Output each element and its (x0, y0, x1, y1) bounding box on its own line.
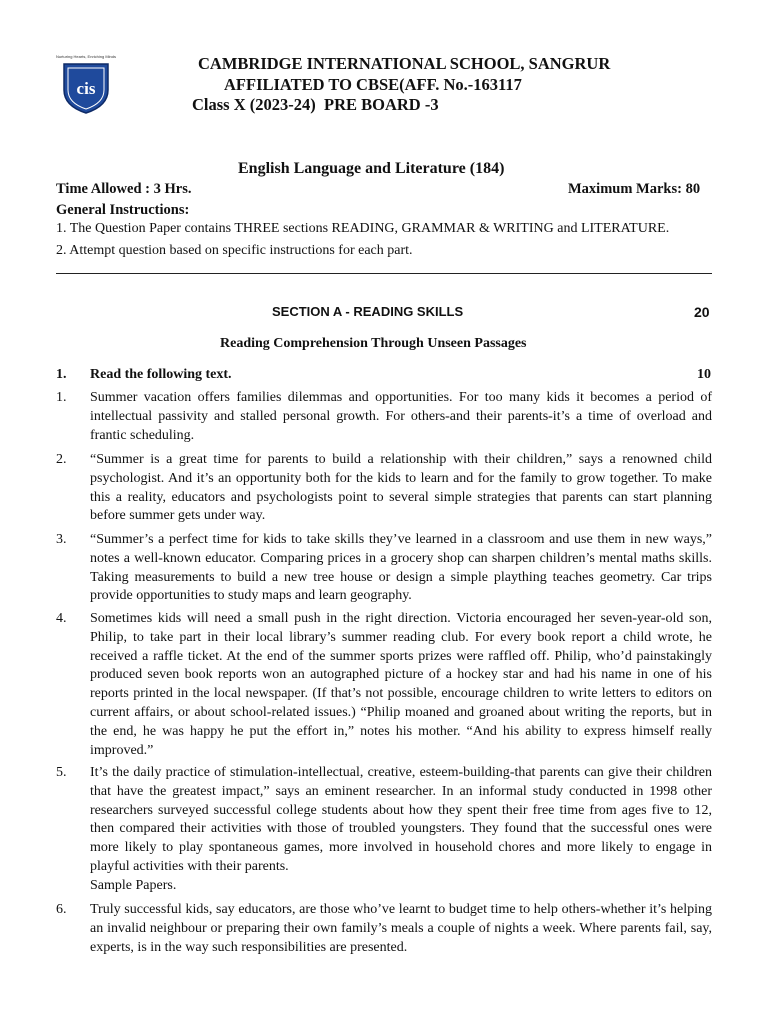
paragraph-number: 1. (56, 390, 67, 405)
shield-logo-icon (56, 52, 116, 116)
passage-paragraph (56, 764, 712, 896)
passage-paragraph (56, 389, 712, 445)
sample-papers-note: Sample Papers. (90, 877, 177, 893)
divider-line (56, 273, 712, 274)
paragraph-number: 2. (56, 452, 67, 467)
instruction-item: 1. The Question Paper contains THREE sections READING, GRAMMAR & WRITING and LITERATURE. (56, 221, 670, 236)
paragraph-body: It’s the daily practice of stimulation-intellectual, creative, esteem-building-that parents can give their children that have the greatest impact,” says an eminent researcher. In an informal study conducted in 1998 other researchers surveyed successful college students about how they spent their free time from ages five to 12, then compared their activities with those of troubled youngsters. They found that the successful ones were more likely to play spontaneous games, more involved in household chores and more likely to engage in playful activities with their parents. (90, 765, 712, 874)
question-number: 1. (56, 367, 67, 382)
instructions-heading: General Instructions: (56, 202, 190, 218)
paragraph-text: Summer vacation offers families dilemmas and opportunities. For too many kids it becomes a period of intellectual passivity and stalled personal growth. For others-and their parents-it’s a time of overload and frantic scheduling. (90, 390, 712, 443)
paragraph-text: Sometimes kids will need a small push in the right direction. Victoria encouraged her seven-year-old son, Philip, to take part in their local library’s summer reading club. For every book report a child wrote, he received a raffle ticket. At the end of the summer sports prizes were raffled off. Philip, who’d painstakingly produced seven book reports won an autographed picture of a hockey star and had his name in one of his reports printed in the local newspaper. (If that’s not possible, encourage children to write letters to editors on current affairs, or about school-related issues.) “Philip moaned and groaned about writing the reports, but in the end, he was happy he put the effort in,” notes his mother. “And his ability to express himself really improved.” (90, 611, 712, 758)
school-name: CAMBRIDGE INTERNATIONAL SCHOOL, SANGRUR (198, 54, 611, 73)
instruction-item: 2. Attempt question based on specific instructions for each part. (56, 243, 413, 258)
passage-paragraph (56, 901, 712, 957)
section-marks: 20 (694, 304, 710, 320)
passage-paragraph (56, 531, 712, 606)
subject-title: English Language and Literature (184) (238, 160, 505, 177)
paragraph-number: 4. (56, 611, 67, 626)
exam-title: Class X (2023-24) PRE BOARD -3 (192, 95, 439, 114)
paragraph-number: 3. (56, 532, 67, 547)
logo-monogram: cis (76, 79, 96, 98)
question-marks: 10 (697, 367, 711, 382)
section-subtitle: Reading Comprehension Through Unseen Passages (220, 336, 527, 351)
maximum-marks: Maximum Marks: 80 (568, 181, 701, 197)
passage-paragraph (56, 451, 712, 526)
paragraph-text: “Summer is a great time for parents to build a relationship with their children,” says a renowned child psychologist. And it’s an opportunity both for the kids to learn and for the family to grow together. To make this a reality, educators and psychologists point to several simple strategies that parents can start planning before summer gets under way. (90, 452, 712, 524)
paragraph-text (90, 764, 712, 896)
passage-paragraph (56, 610, 712, 760)
logo-tagline: Nurturing Hearts, Enriching Minds (56, 54, 116, 59)
question-text: Read the following text. (90, 367, 232, 382)
time-allowed: Time Allowed : 3 Hrs. (56, 181, 192, 197)
school-logo (56, 52, 116, 116)
paragraph-number: 6. (56, 902, 67, 917)
paragraph-text: “Summer’s a perfect time for kids to take skills they’ve learned in a classroom and use them in new ways,” notes a well-known educator. Comparing prices in a grocery shop can sharpen children’s mental maths skills. Taking measurements to build a new tree house or design a simple plaything teaches geometry. Car trips provide opportunities to study maps and learn geography. (90, 532, 712, 604)
section-title: SECTION A - READING SKILLS (272, 304, 464, 319)
paragraph-number: 5. (56, 765, 67, 780)
paragraph-text: Truly successful kids, say educators, are those who’ve learnt to budget time to help others-whether it’s helping an invalid neighbour or preparing their own family’s meals a couple of nights a week. Where parents fail, say, experts, is in the way such responsibilities are presented. (90, 902, 712, 955)
affiliation: AFFILIATED TO CBSE(AFF. No.-163117 (224, 75, 522, 94)
